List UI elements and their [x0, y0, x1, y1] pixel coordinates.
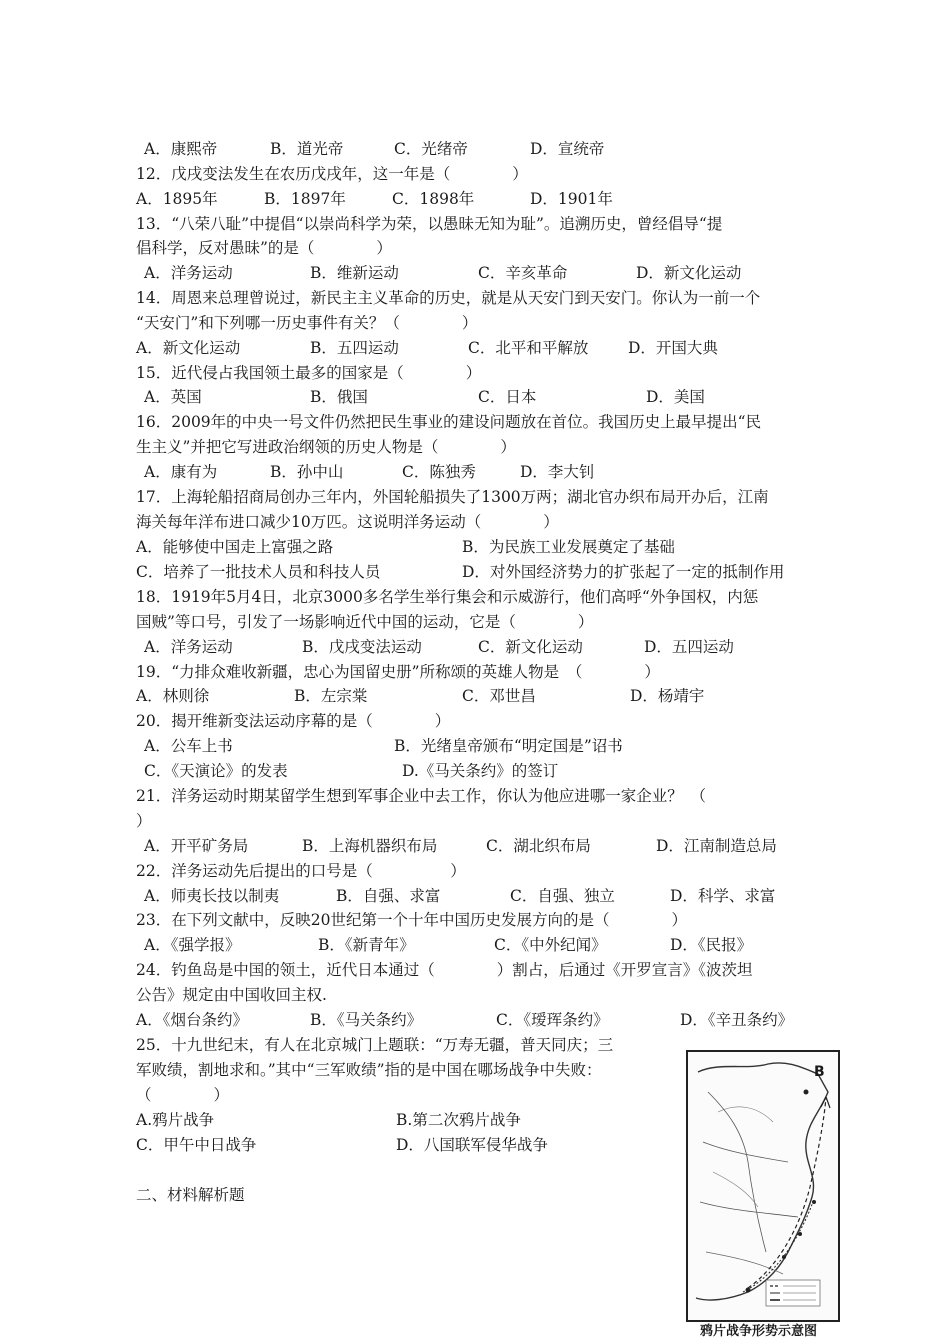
- opium-war-map: [686, 1050, 840, 1322]
- q21-option-d[interactable]: D．江南制造总局: [656, 837, 777, 855]
- q13-option-a[interactable]: A．洋务运动: [144, 264, 233, 282]
- q11-option-b[interactable]: B．道光帝: [270, 140, 344, 158]
- q22-option-b[interactable]: B．自强、求富: [336, 887, 441, 905]
- q22-option-d[interactable]: D．科学、求富: [670, 887, 776, 905]
- q16-option-c[interactable]: C．陈独秀: [402, 463, 476, 481]
- q21-option-b[interactable]: B．上海机器织布局: [302, 837, 438, 855]
- q17-option-a[interactable]: A．能够使中国走上富强之路: [136, 538, 334, 556]
- q14-option-d[interactable]: D．开国大典: [628, 339, 718, 357]
- q19-option-d[interactable]: D．杨靖宇: [630, 687, 705, 705]
- q23-option-b[interactable]: B．《新青年》: [318, 936, 415, 954]
- q25-option-b[interactable]: B.第二次鸦片战争: [396, 1111, 521, 1129]
- q12-option-c[interactable]: C．1898年: [392, 190, 475, 208]
- q24-stem-line1: 24．钓鱼岛是中国的领土，近代日本通过（ ）割占，后通过《开罗宣言》《波茨坦: [136, 961, 753, 979]
- q23-stem: 23．在下列文献中，反映20世纪第一个十年中国历史发展方向的是（ ）: [136, 911, 687, 929]
- map-marker-b: B: [814, 1064, 825, 1080]
- q20-stem: 20．揭开维新变法运动序幕的是（ ）: [136, 712, 451, 730]
- q16-stem-line2: 生主义”并把它写进政治纲领的历史人物是（ ）: [136, 438, 516, 456]
- q17-option-d[interactable]: D．对外国经济势力的扩张起了一定的抵制作用: [462, 563, 785, 581]
- q14-stem-line1: 14．周恩来总理曾说过，新民主主义革命的历史，就是从天安门到天安门。你认为一前一个: [136, 289, 761, 307]
- q17-option-c[interactable]: C．培养了一批技术人员和科技人员: [136, 563, 381, 581]
- q24-option-a[interactable]: A．《烟台条约》: [136, 1011, 248, 1029]
- q11-option-a[interactable]: A．康熙帝: [144, 140, 218, 158]
- q15-option-b[interactable]: B．俄国: [310, 388, 368, 406]
- section-heading-material-analysis: 二、材料解析题: [136, 1186, 245, 1204]
- q20-option-b[interactable]: B．光绪皇帝颁布“明定国是”诏书: [394, 737, 623, 755]
- q22-option-a[interactable]: A．师夷长技以制夷: [144, 887, 280, 905]
- q18-stem-line1: 18．1919年5月4日，北京3000多名学生举行集会和示威游行，他们高呼“外争国权，内惩: [136, 588, 759, 606]
- q25-option-d[interactable]: D．八国联军侵华战争: [396, 1136, 548, 1154]
- q21-option-c[interactable]: C．湖北织布局: [486, 837, 591, 855]
- q24-stem-line2: 公告》规定由中国收回主权.: [136, 986, 327, 1004]
- q21-option-a[interactable]: A．开平矿务局: [144, 837, 249, 855]
- q22-option-c[interactable]: C．自强、独立: [510, 887, 615, 905]
- q13-stem-line1: 13．“八荣八耻”中提倡“以崇尚科学为荣，以愚昧无知为耻”。追溯历史，曾经倡导“提: [136, 215, 723, 233]
- q22-stem: 22．洋务运动先后提出的口号是（ ）: [136, 862, 466, 880]
- q17-stem-line2: 海关每年洋布进口减少10万匹。这说明洋务运动（ ）: [136, 513, 559, 531]
- q16-option-b[interactable]: B．孙中山: [270, 463, 344, 481]
- q24-option-d[interactable]: D．《辛丑条约》: [680, 1011, 794, 1029]
- q18-option-d[interactable]: D．五四运动: [644, 638, 734, 656]
- q25-option-a[interactable]: A.鸦片战争: [136, 1111, 215, 1129]
- q15-option-d[interactable]: D．美国: [646, 388, 705, 406]
- map-drawing: [688, 1052, 838, 1320]
- q11-option-c[interactable]: C．光绪帝: [394, 140, 468, 158]
- q20-option-a[interactable]: A．公车上书: [144, 737, 233, 755]
- q15-option-c[interactable]: C．日本: [478, 388, 537, 406]
- q12-option-a[interactable]: A．1895年: [136, 190, 218, 208]
- q21-stem-line1: 21．洋务运动时期某留学生想到军事企业中去工作，你认为他应进哪一家企业？ （: [136, 787, 706, 805]
- q17-stem-line1: 17．上海轮船招商局创办三年内，外国轮船损失了1300万两；湖北官办织布局开办后，江南: [136, 488, 769, 506]
- q16-option-a[interactable]: A．康有为: [144, 463, 218, 481]
- q19-option-c[interactable]: C．邓世昌: [462, 687, 536, 705]
- q13-option-c[interactable]: C．辛亥革命: [478, 264, 568, 282]
- q12-stem: 12．戊戌变法发生在农历戊戌年，这一年是（ ）: [136, 165, 528, 183]
- q11-option-d[interactable]: D．宣统帝: [530, 140, 605, 158]
- q21-stem-line2: ）: [136, 812, 152, 830]
- q12-option-d[interactable]: D．1901年: [530, 190, 613, 208]
- q24-option-b[interactable]: B．《马关条约》: [310, 1011, 423, 1029]
- q23-option-c[interactable]: C．《中外纪闻》: [494, 936, 607, 954]
- q12-option-b[interactable]: B．1897年: [264, 190, 346, 208]
- q14-option-b[interactable]: B．五四运动: [310, 339, 399, 357]
- map-caption: 鸦片战争形势示意图: [700, 1324, 818, 1339]
- q20-option-d[interactable]: D.《马关条约》的签订: [402, 762, 559, 780]
- q19-option-b[interactable]: B．左宗棠: [294, 687, 368, 705]
- q14-stem-line2: “天安门”和下列哪一历史事件有关？（ ）: [136, 314, 478, 332]
- q16-option-d[interactable]: D．李大钊: [520, 463, 595, 481]
- q25-option-c[interactable]: C．甲午中日战争: [136, 1136, 257, 1154]
- q15-option-a[interactable]: A．英国: [144, 388, 202, 406]
- q15-stem: 15．近代侵占我国领土最多的国家是（ ）: [136, 364, 482, 382]
- q23-option-a[interactable]: A．《强学报》: [144, 936, 241, 954]
- q20-option-c[interactable]: C．《天演论》的发表: [144, 762, 288, 780]
- q18-option-c[interactable]: C．新文化运动: [478, 638, 583, 656]
- q18-option-b[interactable]: B．戊戌变法运动: [302, 638, 422, 656]
- q16-stem-line1: 16．2009年的中央一号文件仍然把民生事业的建设问题放在首位。我国历史上最早提出“民: [136, 413, 762, 431]
- q13-option-d[interactable]: D．新文化运动: [636, 264, 742, 282]
- q19-option-a[interactable]: A．林则徐: [136, 687, 210, 705]
- q24-option-c[interactable]: C．《瑷珲条约》: [496, 1011, 609, 1029]
- q17-option-b[interactable]: B．为民族工业发展奠定了基础: [462, 538, 675, 556]
- q14-option-a[interactable]: A．新文化运动: [136, 339, 241, 357]
- q13-option-b[interactable]: B．维新运动: [310, 264, 399, 282]
- q18-stem-line2: 国贼”等口号，引发了一场影响近代中国的运动，它是（ ）: [136, 613, 594, 631]
- q23-option-d[interactable]: D．《民报》: [670, 936, 753, 954]
- q25-stem-line1: 25．十九世纪末，有人在北京城门上题联：“万寿无疆，普天同庆；三: [136, 1036, 614, 1054]
- q13-stem-line2: 倡科学，反对愚昧”的是（ ）: [136, 239, 392, 257]
- q14-option-c[interactable]: C．北平和平解放: [468, 339, 589, 357]
- q25-stem-line2: 军败绩，割地求和。”其中“三军败绩”指的是中国在哪场战争中失败：: [136, 1061, 602, 1079]
- q18-option-a[interactable]: A．洋务运动: [144, 638, 233, 656]
- q25-stem-line3: （ ）: [136, 1086, 230, 1104]
- q19-stem: 19．“力排众难收新疆，忠心为国留史册”所称颂的英雄人物是 （ ）: [136, 663, 660, 681]
